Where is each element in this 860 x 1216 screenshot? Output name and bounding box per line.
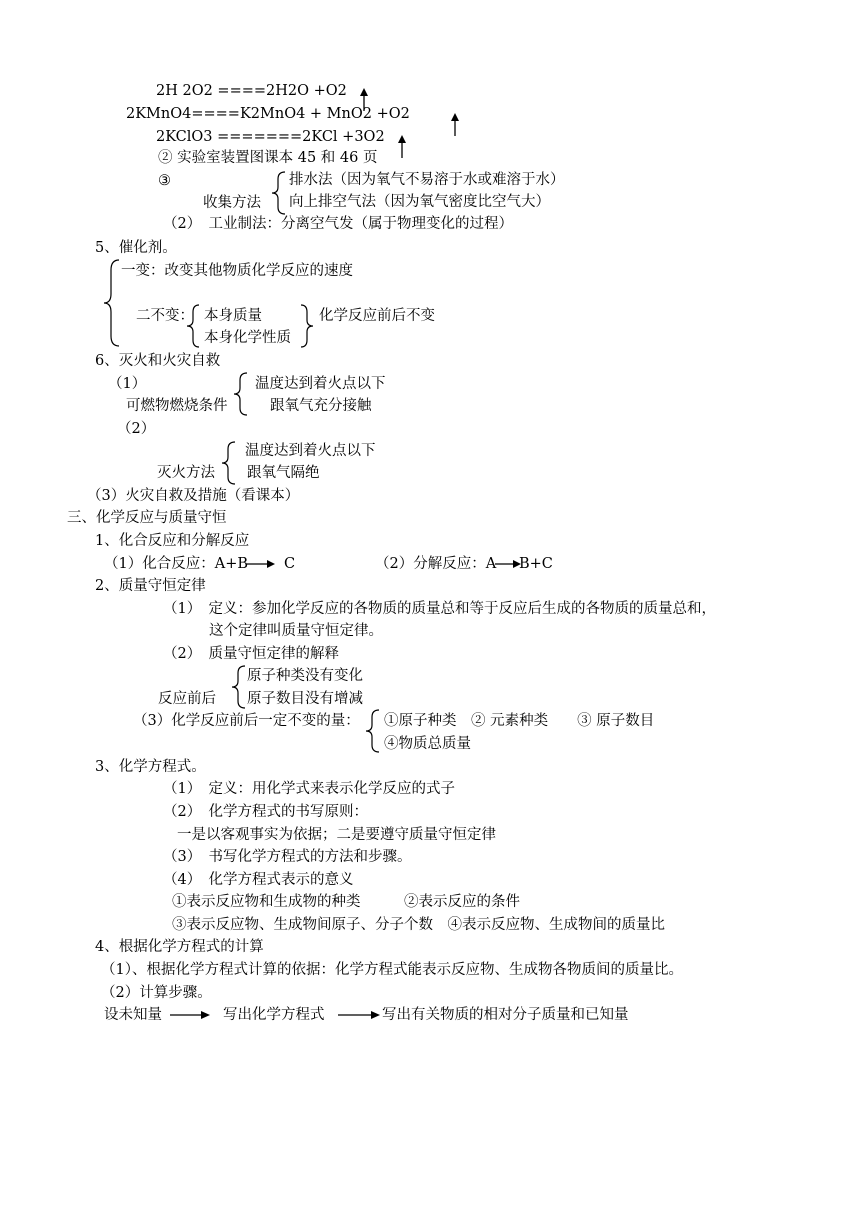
sub-number-2: （2）: [117, 421, 156, 437]
invariant-quantities-label: （3）化学反应前后一定不变的量：: [133, 713, 360, 729]
right-arrow: [169, 1009, 211, 1021]
fire-method-label: 灭火方法: [157, 465, 215, 481]
catalyst-mass: 本身质量: [204, 308, 262, 324]
fire-oxygen: 跟氧气隔绝: [247, 465, 320, 481]
equation-meaning: （4） 化学方程式表示的意义: [163, 872, 354, 888]
equation-meaning-1-2: ①表示反应物和生成物的种类 ②表示反应的条件: [172, 894, 520, 910]
left-brace: [362, 708, 382, 754]
collect-air-method: 向上排空气法（因为氧气密度比空气大）: [289, 194, 550, 210]
equation-kclo3: 2KClO3 =======2KCl +3O2: [156, 129, 385, 145]
equation-writing-rules-detail: 一是以客观事实为依据；二是要遵守质量守恒定律: [177, 827, 496, 843]
left-brace: [268, 170, 288, 216]
decomposition-reaction: （2）分解反应：A: [375, 556, 497, 572]
catalyst-one-change: 一变：改变其他物质化学反应的速度: [121, 263, 353, 279]
left-brace: [184, 303, 202, 349]
step-write-equation: 写出化学方程式: [223, 1007, 325, 1023]
left-brace: [100, 258, 122, 348]
combination-reaction: （1）化合反应：A+B: [104, 556, 249, 572]
equation-meaning-3-4: ③表示反应物、生成物间原子、分子个数 ④表示反应物、生成物间的质量比: [172, 917, 665, 933]
collect-method-label: 收集方法: [203, 195, 261, 211]
right-brace: [298, 303, 316, 349]
mass-conservation-definition: （1） 定义：参加化学反应的各物质的质量总和等于反应后生成的各物质的质量总和，: [163, 601, 716, 617]
fire-temperature: 温度达到着火点以下: [245, 443, 376, 459]
invariant-quantities-list: ①原子种类 ② 元素种类 ③ 原子数目: [384, 713, 655, 729]
lab-device-note: ② 实验室装置图课本 45 和 46 页: [158, 150, 378, 166]
section-fire: 6、灭火和火灾自救: [95, 353, 221, 369]
before-after-label: 反应前后: [158, 691, 216, 707]
equation-definition: （1） 定义：用化学式来表示化学反应的式子: [163, 781, 455, 797]
burn-temperature: 温度达到着火点以下: [255, 376, 386, 392]
equation-h2o2: 2H 2O2 ====2H2O +O2: [156, 83, 347, 99]
fire-self-rescue: （3）火灾自救及措施（看课本）: [87, 488, 300, 504]
equation-calculation-title: 4、根据化学方程式的计算: [95, 939, 264, 955]
calculation-basis: （1）、根据化学方程式计算的依据：化学方程式能表示反应物、生成物各物质间的质量比。: [101, 962, 683, 978]
combination-decomposition-title: 1、化合反应和分解反应: [95, 533, 250, 549]
left-brace: [228, 664, 248, 710]
item-number: ③: [158, 173, 171, 189]
right-arrow: [246, 558, 276, 570]
atom-kind-unchanged: 原子种类没有变化: [247, 668, 363, 684]
burn-condition-label: 可燃物燃烧条件: [126, 398, 228, 414]
equation-writing-steps: （3） 书写化学方程式的方法和步骤。: [163, 849, 412, 865]
calculation-steps-label: （2）计算步骤。: [101, 985, 212, 1001]
invariant-total-mass: ④物质总质量: [384, 736, 471, 752]
gas-up-arrow: [396, 135, 408, 159]
right-arrow: [337, 1009, 381, 1021]
mass-conservation-explanation: （2） 质量守恒定律的解释: [163, 646, 339, 662]
right-arrow: [494, 558, 522, 570]
gas-up-arrow: [449, 113, 461, 137]
catalyst-chem-property: 本身化学性质: [204, 330, 291, 346]
equation-writing-rules: （2） 化学方程式的书写原则：: [163, 804, 368, 820]
combination-product: C: [284, 556, 296, 572]
mass-conservation-title: 2、质量守恒定律: [95, 578, 206, 594]
section-catalyst: 5、催化剂。: [95, 240, 177, 256]
equation-kmno4: 2KMnO4====K2MnO4 + MnO2 +O2: [126, 106, 410, 122]
catalyst-unchanged-note: 化学反应前后不变: [319, 308, 435, 324]
atom-number-unchanged: 原子数目没有增减: [247, 691, 363, 707]
decomposition-products: B+C: [519, 556, 553, 572]
chemical-equation-title: 3、化学方程式。: [95, 759, 206, 775]
left-brace: [218, 440, 238, 486]
collect-water-method: 排水法（因为氧气不易溶于水或难溶于水）: [289, 172, 565, 188]
step-write-masses: 写出有关物质的相对分子质量和已知量: [382, 1007, 629, 1023]
left-brace: [230, 371, 250, 417]
sub-number-1: （1）: [108, 376, 147, 392]
step-set-unknown: 设未知量: [104, 1007, 162, 1023]
burn-oxygen: 跟氧气充分接触: [270, 398, 372, 414]
section-three-title: 三、化学反应与质量守恒: [67, 510, 227, 526]
industrial-method: （2） 工业制法：分离空气发（属于物理变化的过程）: [163, 216, 513, 232]
catalyst-two-unchanged: 二不变：: [136, 308, 194, 324]
mass-conservation-definition-cont: 这个定律叫质量守恒定律。: [209, 623, 383, 639]
